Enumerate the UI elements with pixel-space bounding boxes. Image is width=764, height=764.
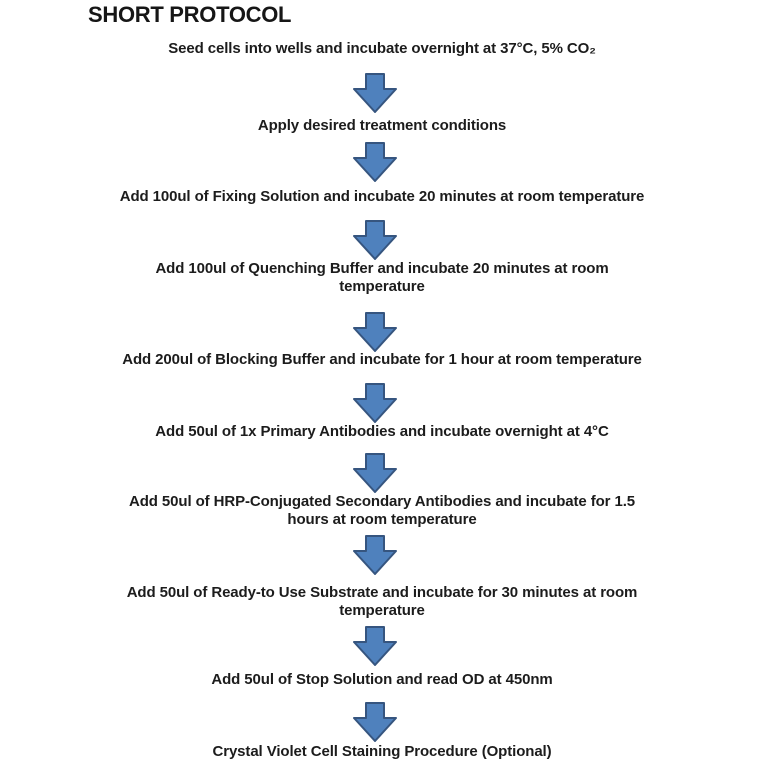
down-arrow-icon <box>353 626 397 666</box>
page-title: SHORT PROTOCOL <box>88 2 292 27</box>
step-text: temperature <box>339 278 425 295</box>
protocol-step-8 <box>0 584 764 620</box>
protocol-step-10 <box>0 743 764 761</box>
protocol-step-7 <box>0 493 764 529</box>
protocol-step-4 <box>0 260 764 296</box>
down-arrow-icon <box>353 702 397 742</box>
down-arrow-icon <box>353 453 397 493</box>
down-arrow-icon <box>353 220 397 260</box>
step-text: Add 100ul of Fixing Solution and incubate 20 minutes at room temperature <box>119 188 645 205</box>
protocol-step-5 <box>0 351 764 369</box>
step-text: Add 50ul of 1x Primary Antibodies and incubate overnight at 4°C <box>155 423 609 440</box>
protocol-step-3 <box>0 188 764 206</box>
step-text: Crystal Violet Cell Staining Procedure (Optional) <box>212 743 552 760</box>
step-text: Seed cells into wells and incubate overnight at 37°C, 5% CO₂ <box>168 40 596 57</box>
protocol-step-1 <box>0 40 764 58</box>
down-arrow-icon <box>353 73 397 113</box>
step-text: temperature <box>339 602 425 619</box>
down-arrow-icon <box>353 383 397 423</box>
protocol-step-2 <box>0 117 764 135</box>
down-arrow-icon <box>353 312 397 352</box>
step-text: Apply desired treatment conditions <box>257 117 507 134</box>
step-text: Add 50ul of HRP-Conjugated Secondary Antibodies and incubate for 1.5 <box>128 493 636 510</box>
down-arrow-icon <box>353 535 397 575</box>
down-arrow-icon <box>353 142 397 182</box>
protocol-step-9 <box>0 671 764 689</box>
protocol-step-6 <box>0 423 764 441</box>
step-text: Add 200ul of Blocking Buffer and incubate for 1 hour at room temperature <box>122 351 642 368</box>
step-text: Add 50ul of Ready-to Use Substrate and incubate for 30 minutes at room <box>126 584 638 601</box>
step-text: Add 50ul of Stop Solution and read OD at 450nm <box>211 671 553 688</box>
step-text: Add 100ul of Quenching Buffer and incubate 20 minutes at room <box>155 260 609 277</box>
step-text: hours at room temperature <box>287 511 477 528</box>
